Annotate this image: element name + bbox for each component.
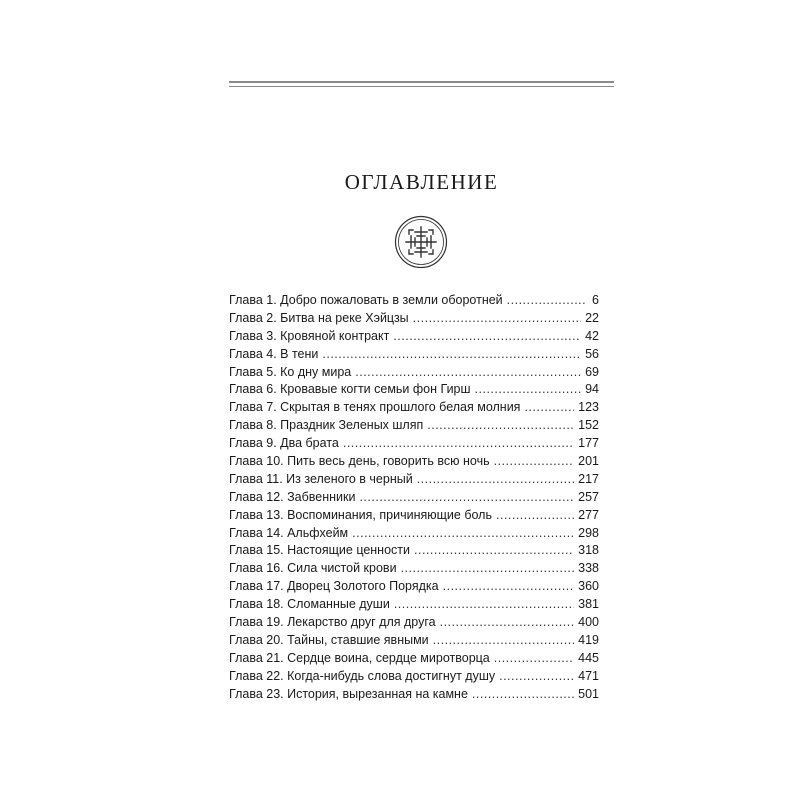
dot-leader [393, 328, 581, 346]
header-rule-bottom [229, 86, 614, 87]
dot-leader [394, 596, 574, 614]
toc-entry-page-number: 56 [585, 346, 599, 361]
dot-leader [507, 292, 585, 310]
dot-leader [401, 560, 575, 578]
toc-entry [229, 292, 599, 310]
toc-entry-page-number: 123 [578, 400, 599, 415]
dot-leader [417, 471, 574, 489]
toc-entry-label: Глава 1. Добро пожаловать в земли оборотней [229, 293, 503, 307]
dot-leader [427, 417, 574, 435]
toc-entry [229, 507, 599, 525]
dot-leader [343, 435, 574, 453]
page-title: ОГЛАВЛЕНИЕ [344, 170, 499, 194]
toc-entry-page-number: 419 [578, 632, 599, 647]
toc-entry-page-number: 177 [578, 436, 599, 451]
toc-entry-page-number: 381 [578, 597, 599, 612]
toc-entry [229, 650, 599, 668]
toc-entry [229, 614, 599, 632]
dot-leader [322, 346, 581, 364]
dot-leader [494, 650, 574, 668]
toc-entry-page-number: 501 [578, 686, 599, 701]
toc-entry [229, 364, 599, 382]
toc-entry-page-number: 69 [585, 364, 599, 379]
toc-entry-page-number: 42 [585, 328, 599, 343]
toc-entry [229, 417, 599, 435]
toc-entry-label: Глава 2. Битва на реке Хэйцзы [229, 310, 409, 325]
toc-entry [229, 489, 599, 507]
toc-entry-label: Глава 7. Скрытая в тенях прошлого белая молния [229, 400, 521, 415]
toc-entry [229, 686, 599, 704]
toc-entry-page-number: 360 [578, 579, 599, 594]
toc-entry-label: Глава 4. В тени [229, 346, 319, 361]
dot-leader [496, 507, 574, 525]
toc-entry [229, 578, 599, 596]
toc-entry-page-number: 277 [578, 507, 599, 522]
header-rule-top [229, 81, 614, 83]
toc-entry-label: Глава 19. Лекарство друг для друга [229, 615, 436, 630]
toc-entry-label: Глава 9. Два брата [229, 436, 339, 451]
dot-leader [475, 381, 582, 399]
toc-entry-label: Глава 23. История, вырезанная на камне [229, 686, 468, 701]
toc-entry-page-number: 22 [585, 310, 599, 325]
dot-leader [355, 364, 581, 382]
toc-entry [229, 668, 599, 686]
toc-entry-page-number: 338 [578, 561, 599, 576]
toc-entry-label: Глава 8. Праздник Зеленых шляп [229, 418, 424, 433]
toc-entry-page-number: 6 [592, 293, 599, 307]
toc-entry-page-number: 298 [578, 525, 599, 540]
toc-entry [229, 525, 599, 543]
toc-entry-label: Глава 6. Кровавые когти семьи фон Гирш [229, 382, 471, 397]
toc-entry-page-number: 318 [578, 543, 599, 558]
toc-entry-label: Глава 16. Сила чистой крови [229, 561, 397, 576]
toc-entry-page-number: 257 [578, 489, 599, 504]
toc-entry-label: Глава 15. Настоящие ценности [229, 543, 410, 558]
toc-entry-page-number: 471 [578, 668, 599, 683]
toc-entry-label: Глава 12. Забвенники [229, 489, 356, 504]
toc-entry-label: Глава 11. Из зеленого в черный [229, 471, 413, 486]
toc-entry-page-number: 217 [578, 471, 599, 486]
table-of-contents [229, 292, 599, 703]
toc-entry-label: Глава 18. Сломанные души [229, 597, 390, 612]
toc-entry-label: Глава 5. Ко дну мира [229, 364, 352, 379]
toc-entry [229, 399, 599, 417]
toc-entry-label: Глава 22. Когда-нибудь слова достигнут душу [229, 668, 496, 683]
toc-entry [229, 346, 599, 364]
toc-entry-label: Глава 3. Кровяной контракт [229, 328, 390, 343]
toc-entry-label: Глава 21. Сердце воина, сердце миротворца [229, 650, 490, 665]
dot-leader [494, 453, 575, 471]
dot-leader [472, 686, 574, 704]
toc-entry [229, 435, 599, 453]
toc-entry-label: Глава 10. Пить весь день, говорить всю ночь [229, 454, 490, 469]
dot-leader [524, 399, 574, 417]
dot-leader [413, 310, 581, 328]
dot-leader [499, 668, 574, 686]
toc-entry [229, 328, 599, 346]
toc-entry [229, 542, 599, 560]
toc-entry-page-number: 445 [578, 650, 599, 665]
dot-leader [433, 632, 574, 650]
toc-entry [229, 632, 599, 650]
toc-entry [229, 310, 599, 328]
toc-entry [229, 381, 599, 399]
toc-entry-label: Глава 14. Альфхейм [229, 525, 349, 540]
dot-leader [352, 525, 574, 543]
toc-entry-label: Глава 20. Тайны, ставшие явными [229, 632, 429, 647]
toc-entry-label: Глава 17. Дворец Золотого Порядка [229, 579, 439, 594]
toc-entry [229, 471, 599, 489]
dot-leader [440, 614, 575, 632]
dot-leader [443, 578, 575, 596]
toc-entry [229, 560, 599, 578]
toc-entry-page-number: 152 [578, 418, 599, 433]
toc-entry-page-number: 201 [578, 454, 599, 469]
dot-leader [359, 489, 574, 507]
toc-entry [229, 596, 599, 614]
toc-entry [229, 453, 599, 471]
dot-leader [414, 542, 574, 560]
toc-entry-label: Глава 13. Воспоминания, причиняющие боль [229, 507, 492, 522]
cross-knot-ornament-icon [394, 215, 448, 269]
toc-entry-page-number: 400 [578, 615, 599, 630]
toc-entry-page-number: 94 [585, 382, 599, 397]
